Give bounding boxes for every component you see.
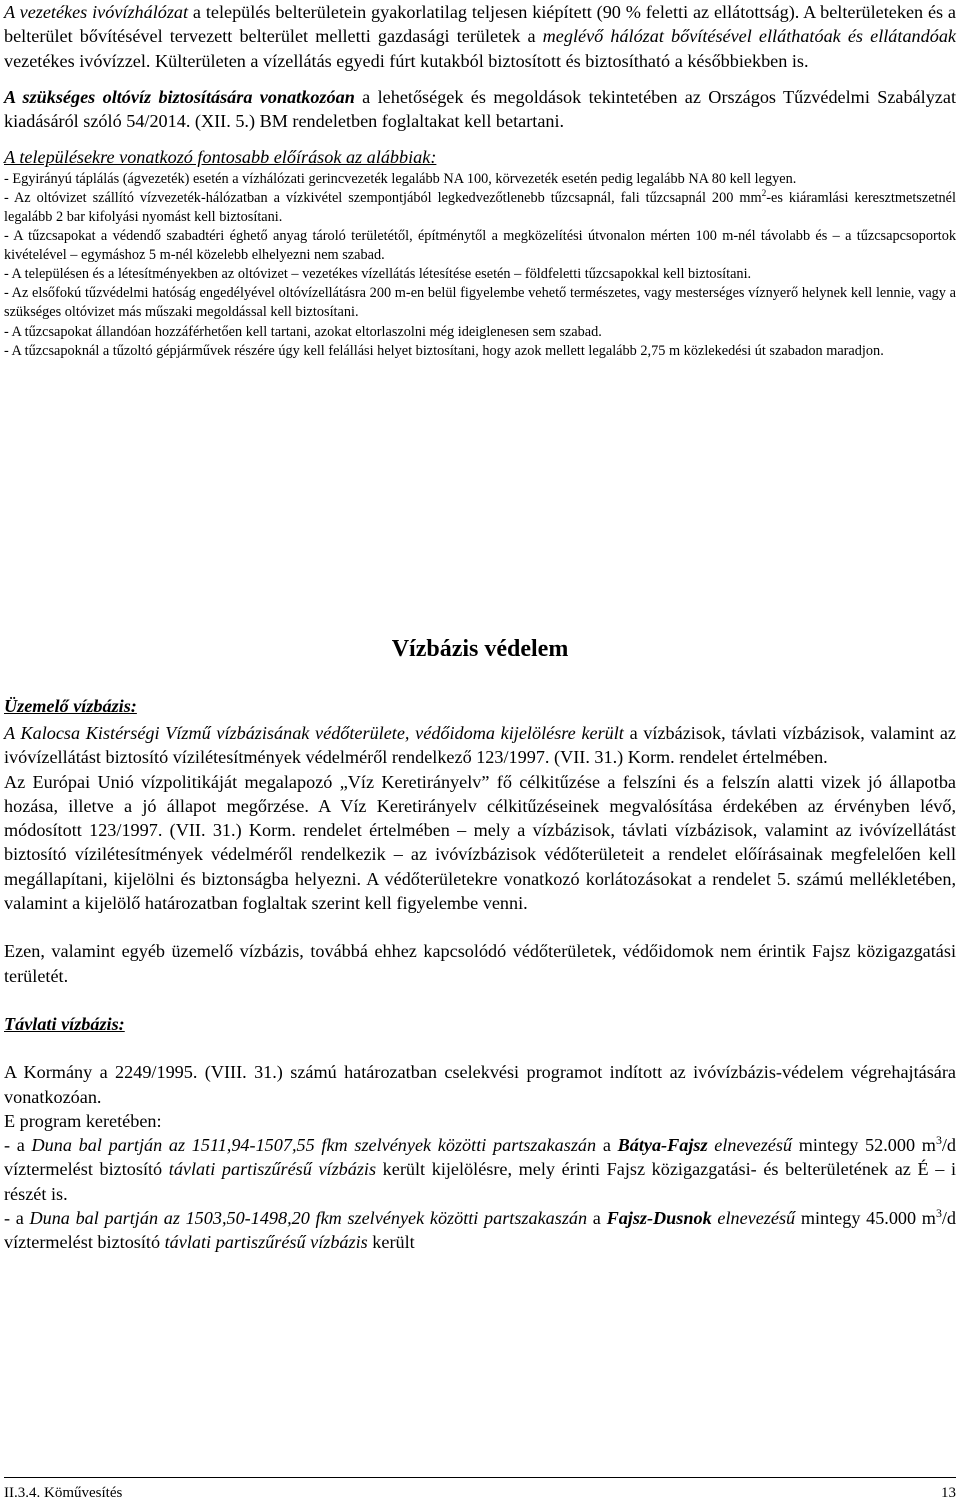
page-number: 13 — [941, 1485, 956, 1501]
rule-item: - Az oltóvizet szállító vízvezeték-hálózatban a vízkivétel szempontjából legkedvezőtlenebb tűzcsapnál, fali tűzcsapnál 200 $mm^2-es$ kiáramlási keresztmetszetnél legalább 2 bar kifolyási nyomást kell biztosítani. — [4, 189, 956, 225]
emphasis-text: A vezetékes ivóvízhálózat — [4, 2, 189, 22]
paragraph-fire-water: A szükséges oltóvíz biztosítására vonatkozóan a lehetőségek és megoldások tekintetében az Országos Tűzvédelmi Szabályzat kiadásáról szóló 54/2014. (XII. 5.) BM rendeletben foglaltakat kell betartani. — [4, 86, 957, 132]
rule-item: - Az elsőfokú tűzvédelmi hatóság engedélyével oltóvízellátásra 200 m-en belül figyelembe vehető természetes, vagy mesterséges víznyerő helynek kell lennie, vagy a szükséges oltóvizet más műszaki megoldással kell biztosítani. — [4, 285, 956, 321]
rules-heading: A településekre vonatkozó fontosabb előírások az alábbiak: — [4, 147, 437, 168]
top-section — [4, 0, 956, 361]
lower-section — [4, 720, 956, 1255]
section-title: Vízbázis védelem — [391, 636, 569, 662]
list-item: - a Duna bal partján az 1511,94-1507,55 fkm szelvények közötti partszakaszán a Bátya-Fajsz elnevezésű mintegy 52.000 $m^3/d$ víztermelést biztosító távlati partiszűrésű vízbázis került kijelölésre, mely érinti Fajsz közigazgatási- és belterületének az É – i részét is. — [4, 1133, 957, 1204]
rule-item: - A tűzcsapokat a védendő szabadtéri éghető anyag tároló területétől, építménytől a megközelítési útvonalon mérten 100 m-nél távolabb és – a tűzcsapcsoportok kivételével – egymáshoz 5 m-nél közelebb elhelyezni nem szabad. — [4, 228, 956, 264]
footer-divider — [4, 1477, 956, 1478]
paragraph-water-network: A vezetékes ivóvízhálózat a település belterületein gyakorlatilag teljesen kiépített (90 % feletti az ellátottság). A belterületeken és a belterület bővítésével tervezett belterület melletti gazdasági területek a meglévő hálózat bővítésével elláthatóak és ellátandóak vezetékes ivóvízzel. Külterületen a vízellátás egyedi fúrt kutakból biztosított és biztosítható a későbbiekben is. — [4, 2, 957, 71]
paragraph-program-intro: E program keretében: — [4, 1110, 162, 1131]
document-page — [4, 0, 957, 1501]
paragraph-other-bases: Ezen, valamint egyéb üzemelő vízbázis, továbbá ehhez kapcsolódó védőterületek, védőidomok nem érintik Fajsz közigazgatási területét. — [4, 941, 956, 986]
subheading-uzemelo: Üzemelő vízbázis: — [4, 696, 137, 716]
subheading-tavlati: Távlati vízbázis: — [4, 1013, 125, 1034]
paragraph-eu-policy: Az Európai Unió vízpolitikáját megalapozó „Víz Keretirányelv” fő célkitűzése a felszíni és a felszín alatti vizek jó állapotba hozása, illetve a jó állapot megőrzése. A Víz Keretirányelv célkitűzéseinek megvalósítása érdekében az érvényben lévő, módosított 123/1997. (VII. 31.) Korm. rendelet értelmében – mely a vízbázisok, távlati vízbázisok, valamint az ivóvízellátást biztosító vízilétesítmények védelméről rendelkezik – az ivóvízbázisok védőterületeit a rendelet előírásainak megfelelően kell megállapítani, kijelölni és biztonságba helyezni. A védőterületekre vonatkozó korlátozásokat a rendelet 5. számú mellékletében, valamint a kijelölő határozatban foglaltak szerint kell figyelembe venni. — [4, 771, 956, 914]
rule-item: - A tűzcsapoknál a tűzoltó gépjárművek részére úgy kell felállási helyet biztosítani, hogy azok mellett legalább 2,75 m közlekedési út szabadon maradjon. — [4, 342, 884, 359]
paragraph-government-program: A Kormány a 2249/1995. (VIII. 31.) számú határozatban cselekvési programot indított az ivóvízbázis-védelem végrehajtására vonatkozóan. — [4, 1062, 956, 1107]
list-item: - a Duna bal partján az 1503,50-1498,20 fkm szelvények közötti partszakaszán a Fajsz-Dusnok elnevezésű mintegy 45.000 $m^3/d$ víztermelést biztosító távlati partiszűrésű vízbázis került — [4, 1205, 957, 1253]
rule-item: - Egyirányú táplálás (ágvezeték) esetén a vízhálózati gerincvezeték legalább NA 100, körvezeték esetén pedig legalább NA 80 kell legyen. — [4, 170, 797, 187]
rule-item: - A településen és a létesítményekben az oltóvizet – vezetékes vízellátás létesítése esetén – földfeletti tűzcsapokkal kell biztosítani. — [4, 266, 752, 283]
rule-item: - A tűzcsapokat állandóan hozzáférhetően kell tartani, azokat eltorlaszolni még ideiglenesen sem szabad. — [4, 323, 602, 340]
footer-chapter: II.3.4. Köművesítés — [4, 1485, 123, 1501]
paragraph-protection-area: A Kalocsa Kistérségi Vízmű vízbázisának védőterülete, védőidoma kijelölésre került a vízbázisok, távlati vízbázisok, valamint az ivóvízellátást biztosító vízilétesítmények védelméről rendelkező 123/1997. (VII. 31.) Korm. rendelet értelmében. — [4, 723, 956, 768]
